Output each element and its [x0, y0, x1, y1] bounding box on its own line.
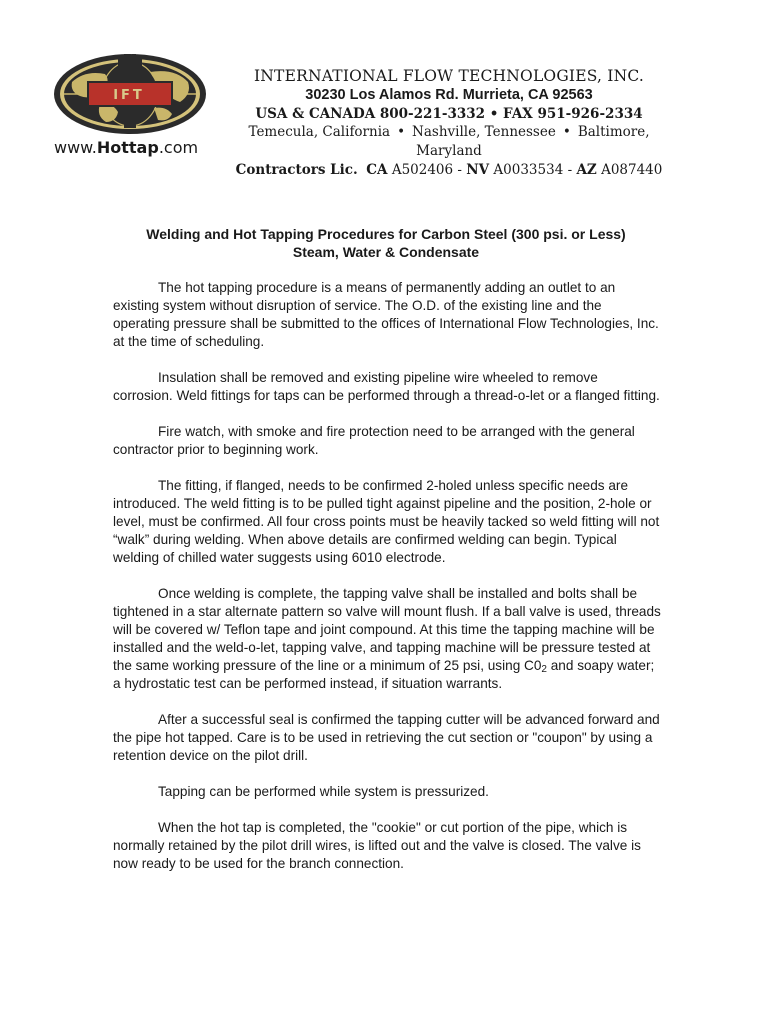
letterhead — [214, 67, 684, 179]
subscript-two: 2 — [541, 664, 547, 675]
website-link[interactable] — [54, 138, 198, 157]
website-prefix: www. — [54, 138, 97, 157]
license-ca-value: A502406 — [391, 162, 454, 178]
paragraph-insulation: Insulation shall be removed and existing pipeline wire wheeled to remove corrosion. Weld fittings for taps can be performed through a thread-o-let or a flanged fitting. — [113, 370, 660, 403]
title-line-1: Welding and Hot Tapping Procedures for Carbon Steel (300 psi. or Less) — [146, 226, 626, 242]
title-line-2: Steam, Water & Condensate — [292, 244, 480, 260]
company-name: INTERNATIONAL FLOW TECHNOLOGIES, INC. — [253, 67, 645, 85]
office-locations — [214, 123, 684, 161]
paragraph-seal-confirmed: After a successful seal is confirmed the tapping cutter will be advanced forward and the pipe hot tapped. Care is to be used in retrieving the cut section or "coupon" by using a retention device on the pilot drill. — [113, 712, 660, 763]
bullet-separator: • — [562, 124, 571, 140]
logo-badge-text: IFT — [113, 88, 145, 103]
website-bold: Hottap — [96, 138, 159, 157]
city-baltimore: Baltimore, Maryland — [416, 124, 650, 159]
city-nashville: Nashville, Tennessee — [412, 124, 556, 140]
license-az-label: AZ — [576, 162, 597, 178]
license-az-value: A087440 — [601, 162, 663, 178]
paragraph-fire-watch: Fire watch, with smoke and fire protection need to be arranged with the general contractor prior to beginning work. — [113, 424, 635, 457]
paragraph-welding-after: and soapy water; a hydrostatic test can be performed instead, if situation warrants. — [113, 658, 655, 691]
phone-fax-line: USA & CANADA 800-221-3332 • FAX 951-926-2334 — [255, 106, 643, 122]
license-nv-label: NV — [466, 162, 490, 178]
license-nv-value: A0033534 — [493, 162, 564, 178]
document-title — [108, 225, 664, 261]
contractor-license-line: Contractors Lic. CA A502406 - NV A0033534 - AZ A087440 — [235, 162, 663, 178]
paragraph-welding-complete — [113, 585, 661, 693]
license-label: Contractors Lic. — [235, 162, 358, 178]
website-suffix: .com — [158, 138, 199, 157]
document-body — [113, 279, 661, 891]
paragraph-hot-tapping-intro: The hot tapping procedure is a means of permanently adding an outlet to an existing system without disruption of service. The O.D. of the existing line and the operating pressure shall be submitted to the offices of International Flow Technologies, Inc. at the time of scheduling. — [113, 280, 659, 349]
paragraph-welding-before: Once welding is complete, the tapping valve shall be installed and bolts shall be tightened in a star alternate pattern so valve will mount flush. If a ball valve is used, threads will be covered w/ Teflon tape and joint compound. At this time the tapping machine will be installed and the weld-o-let, tapping valve, and tapping machine will be pressure tested at the same working pressure of the line or a minimum of 25 psi, using C0 — [113, 586, 661, 673]
city-temecula: Temecula, California — [248, 124, 391, 140]
license-ca-label: CA — [366, 162, 388, 178]
paragraph-fitting: The fitting, if flanged, needs to be confirmed 2-holed unless specific needs are introduced. The weld fitting is to be pulled tight against pipeline and the position, 2-hole or level, must be confirmed. All four cross points must be heavily tacked so weld fitting will not “walk” during welding. When above details are confirmed welding can begin. Typical welding of chilled water suggests using 6010 electrode. — [113, 478, 660, 565]
paragraph-hot-tap-completed: When the hot tap is completed, the "cookie" or cut portion of the pipe, which is normally retained by the pilot drill wires, is lifted out and the valve is closed. The valve is now ready to be used for the branch connection. — [113, 820, 641, 871]
paragraph-pressurized: Tapping can be performed while system is pressurized. — [158, 784, 489, 799]
bullet-separator: • — [397, 124, 406, 140]
company-address: 30230 Los Alamos Rd. Murrieta, CA 92563 — [305, 87, 593, 103]
